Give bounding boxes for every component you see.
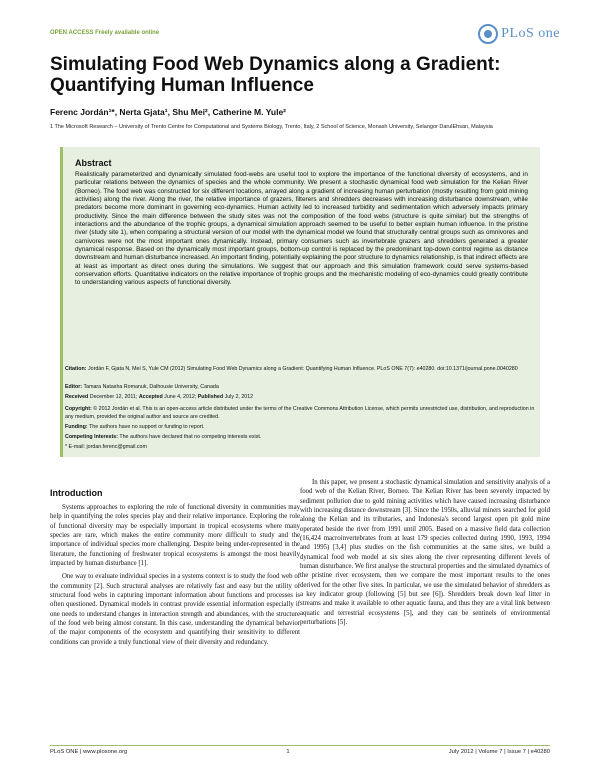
copyright-label: Copyright: xyxy=(65,406,92,412)
accepted-label: Accepted xyxy=(138,394,163,400)
page-footer xyxy=(50,749,550,755)
editor-text: Tamara Natasha Romanuk, Dalhousie University, Canada xyxy=(83,384,219,390)
paragraph: In this paper, we present a stochastic dynamical simulation and sensitivity analysis of a food web of the Kelian River, Borneo. The Kelian River has been severely impacted by sediment pollution due to gold mining activities which have caused increasing disturbance with increasing distance downstream [3]. Since the 1950s, alluvial miners searched for gold along the Kelian and its tributaries, and Indonesia's second largest open pit gold mine operated beside the river from 1991 until 2005. Based on a massive field data collection (16,424 macroinvertebrates from at least 179 species collected during 1990, 1993, 1994 and 1995) [3,4] plus studies on the fish communities at the same sites, we build a dynamical food web model at six sites along the river representing different levels of human disturbance. We first analyse the structural properties and the simulated dynamics of the pristine river ecosystem, then we compare the most important results to the ones derived for the other five sites. In particular, we use the simulated behavior of shredders as a key indicator group (following [5] but see [6]). Shredders break down leaf litter in streams and make it available to other aquatic fauna, and thus they are a vital link between aquatic and terrestrial ecosystems [5], and they can be sentinels of environmental perturbations [5]. xyxy=(300,479,550,627)
competing-interests xyxy=(65,434,535,442)
open-access-banner: OPEN ACCESS Freely available online xyxy=(50,30,160,36)
citation-text: Jordán F, Gjata N, Mei S, Yule CM (2012) Simulating Food Web Dynamics along a Gradient: Quantifying Human Influence. PLoS ONE 7(7): e40280. doi:10.1371/journal.pone.0040280 xyxy=(87,366,518,372)
funding-label: Funding: xyxy=(65,424,88,430)
paragraph: Systems approaches to exploring the role of functional diversity in communities may help in quantifying the roles species play and their relative importance. Exploring the role of functional diversity may be especially important in tropical ecosystems where many species are rare, which makes the entire community more difficult to study and the importance of individual species more challenging. Despite being under-represented in the literature, the functioning of freshwater tropical ecosystems is amongst the most heavily impacted by human disturbance [1]. xyxy=(50,504,300,568)
received-label: Received xyxy=(65,394,89,400)
dates xyxy=(65,394,535,402)
plos-logo-icon xyxy=(478,24,498,44)
article-title: Simulating Food Web Dynamics along a Gradient: Quantifying Human Influence xyxy=(50,54,501,96)
citation-label: Citation: xyxy=(65,366,87,372)
published-label: Published xyxy=(197,394,224,400)
introduction-heading: Introduction xyxy=(50,488,103,498)
author-list: Ferenc Jordán¹*, Nerta Gjata¹, Shu Mei², Catherine M. Yule² xyxy=(50,107,287,117)
published-date: July 2, 2012 xyxy=(224,394,254,400)
footer-divider xyxy=(50,745,550,746)
right-column xyxy=(300,478,550,632)
editor xyxy=(65,384,535,392)
received-date: December 12, 2011; xyxy=(89,394,138,400)
competing-label: Competing Interests: xyxy=(65,434,118,440)
journal-logo-text: PLoS one xyxy=(501,26,560,41)
journal-logo xyxy=(478,24,560,44)
editor-label: Editor: xyxy=(65,384,83,390)
copyright-text: © 2012 Jordán et al. This is an open-access article distributed under the terms of the Creative Commons Attribution License, which permits unrestricted use, distribution, and reproduction in any medium, provided the original author and source are credited. xyxy=(65,406,535,420)
citation xyxy=(65,366,535,374)
abstract-heading: Abstract xyxy=(75,158,112,168)
contact-email: * E-mail: jordan.ferenc@gmail.com xyxy=(65,444,147,450)
abstract-text: Realistically parameterized and dynamically simulated food-webs are useful tool to explore the importance of the functional diversity of ecosystems, and in particular relations between the dynamics of species and the whole community. We present a stochastic dynamical food web simulation for the Kelian River (Borneo). The food web was constructed for six different locations, arrayed along a gradient of increasing human perturbation (mostly resulting from gold mining activities) along the river. Along the river, the relative importance of grazers, filterers and shredders decreases with increasing disturbance downstream, while predators become more dominant in governing eco-dynamics. Human activity led to increased turbidity and sedimentation which adversely impacts primary productivity. Since the main difference between the study sites was not the composition of the food webs (structure is quite similar) but the strengths of interactions and the abundance of the trophic groups, a dynamical simulation approach seemed to be useful to better explain human influence. In the pristine river (study site 1), when comparing a structural version of our model with the dynamical model we found that structurally central groups such as omnivores and carnivores were not the most important ones dynamically. Instead, primary consumers such as invertebrate grazers and shredders generated a greater dynamical response. Based on the dynamically most important groups, bottom-up control is replaced by the predominant top-down control regime as distance downstream and human disturbance increased. An important finding, potentially explaining the poor structure to dynamics relationship, is that indirect effects are at least as important as direct ones during the simulations. We suggest that our approach and this simulation framework could serve systems-based conservation efforts. Quantitative indicators on the relative importance of trophic groups and the mechanistic modeling of eco-dynamics could greatly contribute to understanding various aspects of functional diversity. xyxy=(75,171,528,287)
competing-text: The authors have declared that no competing interests exist. xyxy=(119,434,262,440)
author-affiliations: 1 The Microsoft Research – University of Trento Centre for Computational and Systems Biology, Trento, Italy, 2 School of Science, Monash University, Selangor DarulEhsan, Malaysia xyxy=(50,124,493,130)
left-column xyxy=(50,503,300,651)
paragraph: One way to evaluate individual species in a systems context is to study the food web of the community [2]. Such structural analyses are relatively fast and easy but the utility of structural food webs in capturing important information about functions and processes is often questioned. Dynamical models in contrast provide essential information especially if one needs to understand changes in interaction strength and abundances, with the structure of the food web being almost constant. In this case, understanding the dynamical behavior of the major components of the ecosystem and quantifying their sensitivity to different conditions can provide a truly functional view of their diversity and redundancy. xyxy=(50,573,300,646)
footer-journal: PLoS ONE | www.plosone.org xyxy=(50,749,128,755)
funding-text: The authors have no support or funding to report. xyxy=(89,424,205,430)
copyright xyxy=(65,406,535,421)
footer-issue: July 2012 | Volume 7 | Issue 7 | e40280 xyxy=(448,749,550,755)
page-number: 1 xyxy=(286,749,290,755)
accepted-date: June 4, 2012; xyxy=(164,394,197,400)
funding xyxy=(65,424,535,432)
